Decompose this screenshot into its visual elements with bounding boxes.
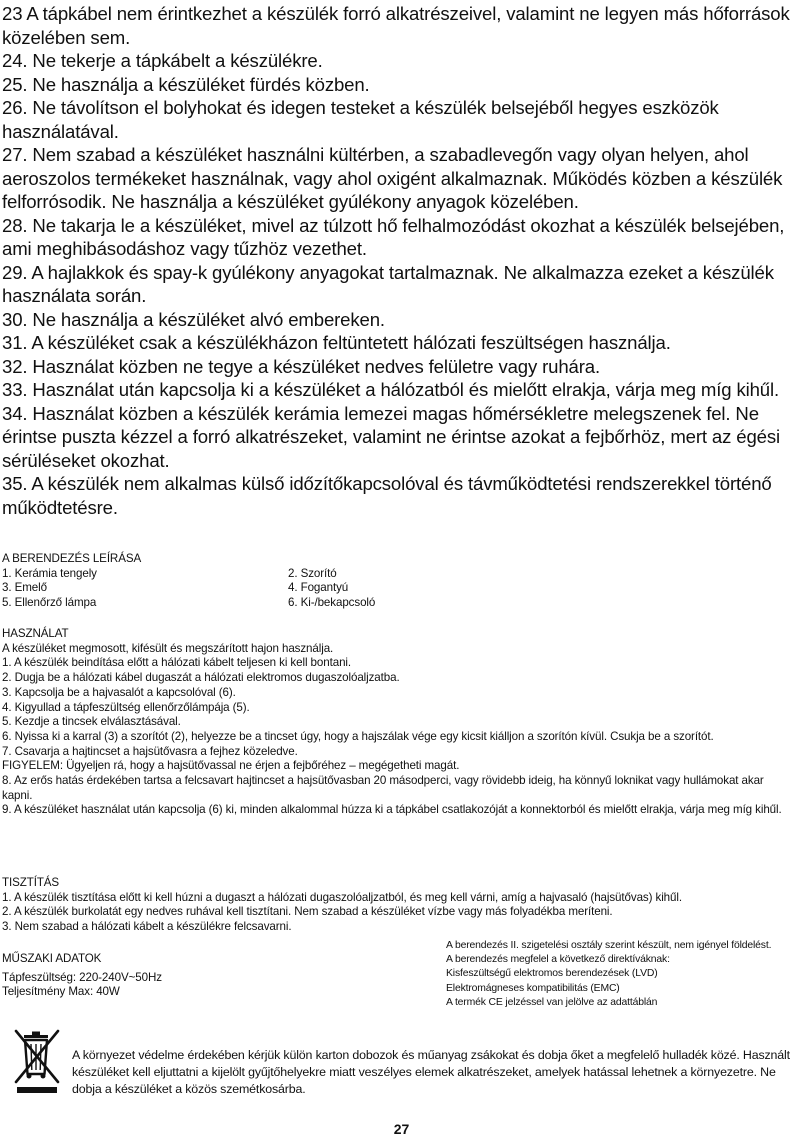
usage-line: 8. Az erős hatás érdekében tartsa a felcsavart hajtincset a hajsütővasban 20 másodperci, vagy rövidebb ideig, ha könnyű loknikat vagy hullámokat akar kapni. xyxy=(2,774,764,802)
environment-text: A környezet védelme érdekében kérjük külön karton dobozok és műanyag zsákokat és dobja őket a megfelelő hulladék közé. Használt készüléket kell eljuttatni a kijelölt gyűjtőhelyekre miatt veszélyes elemek alkatrészeket, amelyek hatással lehetnek a környezetre. Ne dobja a készüléket a közös szemétkosárba. xyxy=(72,1048,790,1096)
cleaning-line: 1. A készülék tisztítása előtt ki kell húzni a dugaszt a hálózati dugaszolóaljzatból, és meg kell várni, amíg a hajvasaló (hajsütővas) kihűl. xyxy=(2,890,682,904)
compliance-line: A berendezés II. szigetelési osztály szerint készült, nem igényel földelést. xyxy=(446,940,772,951)
warning-32: 32. Használat közben ne tegye a készüléket nedves felületre vagy ruhára. xyxy=(2,355,601,377)
compliance-line: Kisfeszültségű elektromos berendezések (LVD) xyxy=(446,968,658,980)
compliance-line: A berendezés megfelel a következő direktíváknak: xyxy=(446,954,670,966)
part-item: 3. Emelő xyxy=(2,581,47,595)
parts-list xyxy=(2,567,562,611)
cleaning-heading: TISZTÍTÁS xyxy=(2,876,60,889)
compliance-line: A termék CE jelzéssel van jelölve az adattáblán xyxy=(446,996,658,1008)
technical-data-section xyxy=(2,952,402,1000)
part-item: 2. Szorító xyxy=(288,566,337,580)
power-spec: Teljesítmény Max: 40W xyxy=(2,985,120,999)
usage-line: 9. A készüléket használat után kapcsolja (6) ki, minden alkalommal húzza ki a tápkábel csatlakozóját a konnektorból és mielőtt elrakja, várja meg míg kihűl. xyxy=(2,803,782,817)
part-item: 1. Kerámia tengely xyxy=(2,566,97,580)
device-description-section xyxy=(2,552,562,611)
warning-33: 33. Használat után kapcsolja ki a készüléket a hálózatból és mielőtt elrakja, várja meg míg kihűl. xyxy=(2,379,779,400)
page-number: 27 xyxy=(393,1121,410,1137)
warning-26: 26. Ne távolítson el bolyhokat és idegen testeket a készülék belsejéből hegyes eszközök használatával. xyxy=(2,97,719,142)
usage-line: 3. Kapcsolja be a hajvasalót a kapcsolóval (6). xyxy=(2,685,236,699)
usage-line: 7. Csavarja a hajtincset a hajsütővasra a fejhez közeledve. xyxy=(2,744,298,758)
usage-line: A készüléket megmosott, kifésült és megszárított hajon használja. xyxy=(2,641,334,655)
warning-29: 29. A hajlakkok és spay-k gyúlékony anyagokat tartalmaznak. Ne alkalmazza ezeket a készülék használata során. xyxy=(2,261,774,306)
compliance-line: Elektromágneses kompatibilitás (EMC) xyxy=(446,982,620,994)
usage-line: 6. Nyissa ki a karral (3) a szorítót (2), helyezze be a tincset úgy, hogy a hajszálak vége egy kicsit kiálljon a szorítón kívül. Csukja be a szorítót. xyxy=(2,729,714,743)
usage-line: 5. Kezdje a tincsek elválasztásával. xyxy=(2,715,181,729)
usage-line: 2. Dugja be a hálózati kábel dugaszát a hálózati elektromos dugaszolóaljzatba. xyxy=(2,671,400,685)
voltage-spec: Tápfeszültség: 220-240V~50Hz xyxy=(2,970,162,984)
device-description-heading: A BERENDEZÉS LEÍRÁSA xyxy=(2,552,142,565)
part-item: 4. Fogantyú xyxy=(288,581,349,595)
cleaning-line: 3. Nem szabad a hálózati kábelt a készülékre felcsavarni. xyxy=(2,920,292,934)
usage-warning: FIGYELEM: Ügyeljen rá, hogy a hajsütővassal ne érjen a fejbőréhez – megégetheti magát. xyxy=(2,759,460,773)
warning-27: 27. Nem szabad a készüléket használni kültérben, a szabadlevegőn vagy olyan helyen, ahol aeroszolos termékeket használnak, vagy ahol oxigént alkalmaznak. Működés közben a készülék felforrósodik. Ne használja a készüléket gyúlékony anyagok közelében. xyxy=(2,144,783,212)
warning-30: 30. Ne használja a készüléket alvó embereken. xyxy=(2,308,385,330)
warning-31: 31. A készüléket csak a készülékházon feltüntetett hálózati feszültségen használja. xyxy=(2,332,671,353)
usage-line: 4. Kigyullad a tápfeszültség ellenőrzőlámpája (5). xyxy=(2,700,250,714)
technical-data-heading: MŰSZAKI ADATOK xyxy=(2,952,102,965)
warning-24: 24. Ne tekerje a tápkábelt a készülékre. xyxy=(2,50,323,71)
cleaning-line: 2. A készülék burkolatát egy nedves ruhával kell tisztítani. Nem szabad a készüléket vízbe vagy más folyadékba meríteni. xyxy=(2,905,613,919)
compliance-notes xyxy=(446,939,796,1010)
part-item: 5. Ellenőrző lámpa xyxy=(2,596,97,610)
warning-35: 35. A készülék nem alkalmas külső időzítőkapcsolóval és távműködtetési rendszerekkel történő működtetésre. xyxy=(2,473,772,518)
usage-section xyxy=(2,627,792,818)
warning-28: 28. Ne takarja le a készüléket, mivel az túlzott hő felhalmozódást okozhat a készülék belsejében, ami meghibásodáshoz vagy tűzhöz vezethet. xyxy=(2,214,785,259)
part-item: 6. Ki-/bekapcsoló xyxy=(288,596,376,610)
warning-34: 34. Használat közben a készülék kerámia lemezei magas hőmérsékletre melegszenek fel. Ne érintse puszta kézzel a forró alkatrészeket, valamint ne érintse azokat a fejbőrhöz, mert az égési sérüléseket okozhat. xyxy=(2,402,780,471)
warning-25: 25. Ne használja a készüléket fürdés közben. xyxy=(2,73,370,95)
crossed-out-wheelie-bin-icon xyxy=(12,1026,62,1098)
warning-23: 23 A tápkábel nem érintkezhet a készülék forró alkatrészeivel, valamint ne legyen más hőforrások közelében sem. xyxy=(2,3,790,48)
safety-warnings xyxy=(2,2,802,519)
usage-heading: HASZNÁLAT xyxy=(2,627,69,640)
usage-line: 1. A készülék beindítása előtt a hálózati kábelt teljesen ki kell bontani. xyxy=(2,656,352,670)
environment-notice xyxy=(72,1047,800,1098)
cleaning-section xyxy=(2,876,792,935)
